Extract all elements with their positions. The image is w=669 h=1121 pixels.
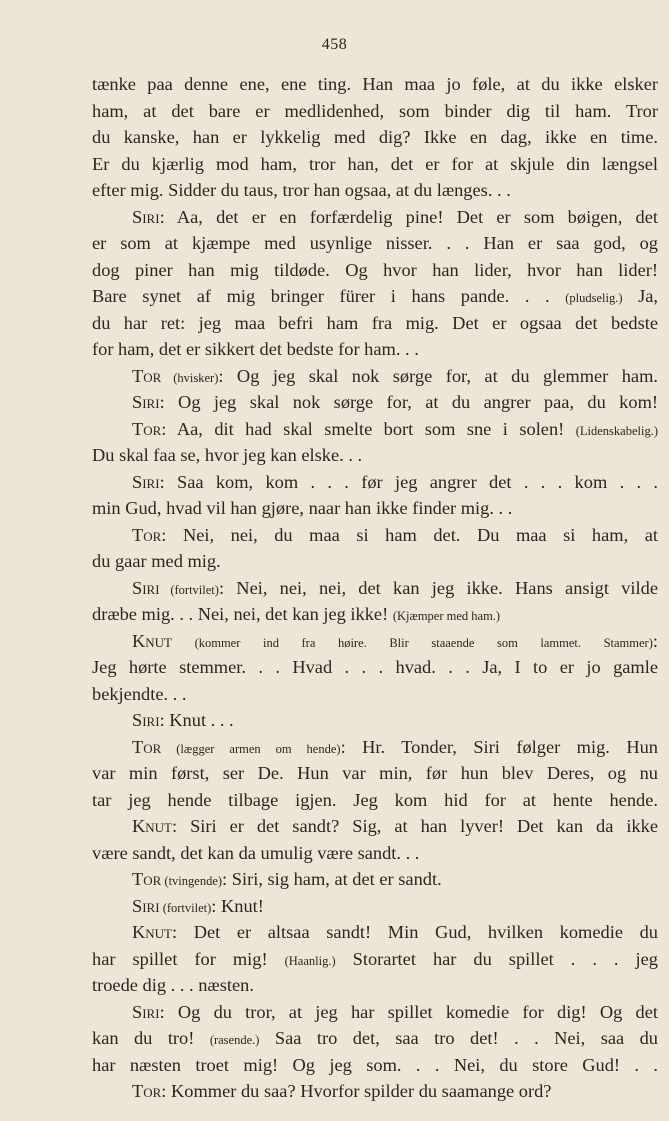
speaker-name: Siri [132,895,160,916]
stage-direction: (fortvilet) [159,900,212,915]
text-line [92,734,658,761]
dialogue-text: troede dig . . . næsten. [92,975,254,995]
text-line [92,1052,658,1079]
text-line [92,1025,658,1052]
text-line [92,893,658,920]
stage-direction: (fortvilet) [159,582,219,597]
speaker-name: Siri [132,1001,160,1022]
speaker-name: Knut [132,630,172,651]
dialogue-text: dog piner han mig tildøde. Og hvor han lider, hvor han lider! [92,259,658,280]
dialogue-text: : Og du tror, at jeg har spillet komedie for dig! Og det [159,1001,658,1022]
page-body-text [92,71,658,1105]
text-line [92,548,658,575]
dialogue-text: : Og jeg skal nok sørge for, at du glemmer ham. [218,365,658,386]
text-line [92,177,658,204]
speaker-name: Knut [132,922,172,942]
dialogue-text: : Siri, sig ham, at det er sandt. [222,869,442,889]
dialogue-text: : Kommer du saa? Hvorfor spilder du saamange ord? [161,1081,552,1101]
speaker-name: Siri [132,577,160,598]
page-number: 458 [321,36,348,53]
dialogue-text: : Aa, det er en forfærdelig pine! Det er som bøigen, det [159,206,658,227]
dialogue-text: du gaar med mig. [92,551,221,571]
dialogue-text: dræbe mig. . . Nei, nei, det kan jeg ikke! [92,604,393,624]
text-line [92,787,658,814]
dialogue-text: du kanske, han er lykkelig med dig? Ikke en dag, ikke en time. [92,127,658,147]
stage-direction: (pludselig.) [565,291,623,305]
dialogue-text: kan du tro! [92,1028,210,1048]
dialogue-text: : Aa, dit had skal smelte bort som sne i solen! [161,418,576,439]
dialogue-text: være sandt, det kan da umulig være sandt. . . [92,842,420,863]
text-line [92,363,658,390]
dialogue-text: efter mig. Sidder du taus, tror han ogsaa, at du længes. . . [92,180,511,200]
speaker-name: Tor [132,736,162,757]
text-line [92,442,658,469]
speaker-name: Siri [132,392,160,412]
text-line [92,230,658,257]
speaker-name: Siri [132,471,160,492]
text-line [92,204,658,231]
text-line [92,919,658,946]
dialogue-text: : Saa kom, kom . . . før jeg angrer det . . . kom . . . [159,471,658,492]
dialogue-text: Bare synet af mig bringer fürer i hans pande. . . [92,286,566,306]
speaker-name: Knut [132,816,172,836]
dialogue-text: Er du kjærlig mod ham, tror han, det er for at skjule din længsel [92,153,658,174]
dialogue-text: er som at kjæmpe med usynlige nisser. . . Han er saa god, og [92,233,658,253]
text-line [92,389,658,416]
text-line [92,495,658,522]
dialogue-text: : [652,630,658,651]
dialogue-text: Du skal faa se, hvor jeg kan elske. . . [92,445,363,465]
dialogue-text: Jeg hørte stemmer. . . Hvad . . . hvad. . . Ja, I to er jo gamle [92,657,658,677]
dialogue-text: tænke paa denne ene, ene ting. Han maa jo føle, at du ikke elsker [92,74,658,94]
stage-direction: (rasende.) [209,1033,260,1047]
stage-direction: (tvingende) [161,874,223,888]
dialogue-text: : Det er altsaa sandt! Min Gud, hvilken komedie du [172,922,658,942]
text-line [92,628,658,655]
speaker-name: Siri [132,206,160,227]
dialogue-text: min Gud, hvad vil han gjøre, naar han ikke finder mig. . . [92,498,513,518]
speaker-name: Tor [132,1081,162,1101]
text-line [92,760,658,787]
speaker-name: Tor [132,418,162,439]
dialogue-text: du har ret: jeg maa befri ham fra mig. Det er ogsaa det bedste [92,312,658,333]
text-line [92,71,658,98]
text-line [92,707,658,734]
dialogue-text: : Hr. Tonder, Siri følger mig. Hun [340,736,658,757]
speaker-name: Tor [132,365,162,386]
text-line [92,972,658,999]
dialogue-text: : Knut! [211,895,264,916]
text-line [92,151,658,178]
text-line [92,601,658,628]
text-line [92,283,658,310]
speaker-name: Siri [132,710,160,730]
text-line [92,310,658,337]
text-line [92,813,658,840]
dialogue-text: : Knut . . . [159,710,234,730]
dialogue-text: tar jeg hende tilbage igjen. Jeg kom hid for at hente hende. [92,789,658,810]
text-line [92,681,658,708]
dialogue-text: : Nei, nei, nei, det kan jeg ikke. Hans ansigt vilde [218,577,658,598]
stage-direction: (Kjæmper med ham.) [392,609,501,623]
text-line [92,654,658,681]
dialogue-text: : Nei, nei, du maa si ham det. Du maa si ham, at [161,524,658,545]
text-line [92,124,658,151]
text-line [92,946,658,973]
dialogue-text: Saa tro det, saa tro det! . . Nei, saa du [259,1028,659,1048]
dialogue-text: har spillet for mig! [92,948,285,969]
text-line [92,840,658,867]
text-line [92,416,658,443]
text-line [92,866,658,893]
dialogue-text: : Og jeg skal nok sørge for, at du angrer paa, du kom! [159,392,658,412]
text-line [92,257,658,284]
stage-direction: (hvisker) [161,370,219,385]
dialogue-text: ham, at det bare er medlidenhed, som binder dig til ham. Tror [92,100,658,121]
stage-direction: (kommer ind fra høire. Blir staaende som lammet. Stammer) [172,635,653,650]
dialogue-text: bekjendte. . . [92,683,187,704]
dialogue-text: for ham, det er sikkert det bedste for ham. . . [92,339,419,359]
dialogue-text: Ja, [622,286,658,306]
speaker-name: Tor [132,869,162,889]
text-line [92,575,658,602]
dialogue-text: : Siri er det sandt? Sig, at han lyver! Det kan da ikke [172,816,658,836]
text-line [92,98,658,125]
text-line [92,522,658,549]
stage-direction: (Lidenskabelig.) [575,423,658,438]
dialogue-text: var min først, ser De. Hun var min, før hun blev Deres, og nu [92,763,658,783]
dialogue-text: Storartet har du spillet . . . jeg [335,948,658,969]
stage-direction: (lægger armen om hende) [161,741,341,756]
text-line [92,1078,658,1105]
text-line [92,336,658,363]
dialogue-text: har næsten troet mig! Og jeg som. . . Nei, du store Gud! . . [92,1054,658,1075]
speaker-name: Tor [132,524,162,545]
stage-direction: (Haanlig.) [284,953,336,968]
text-line [92,469,658,496]
text-line [92,999,658,1026]
